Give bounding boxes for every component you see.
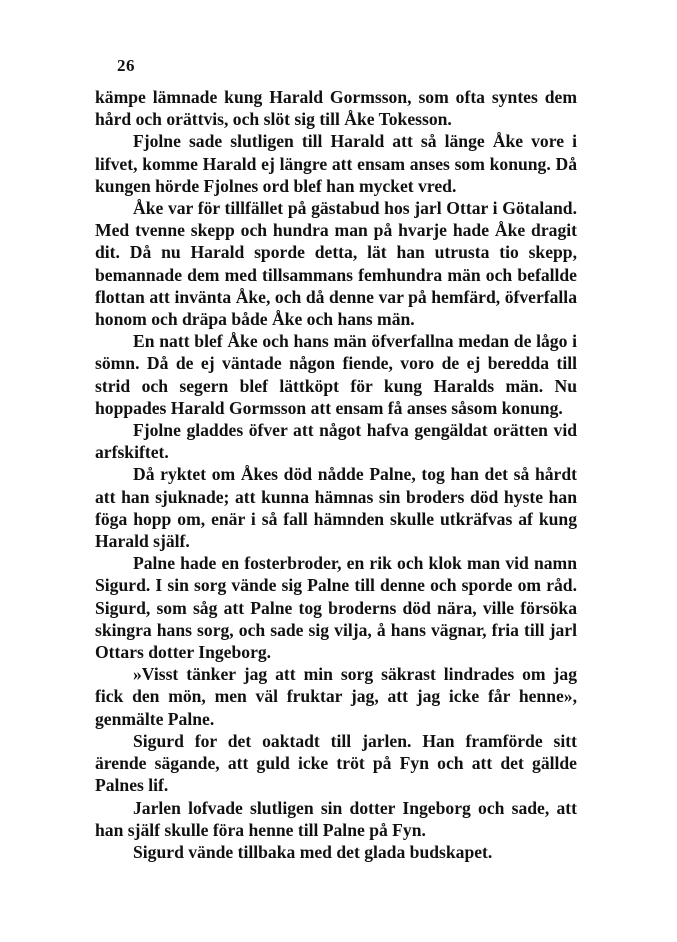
paragraph-9: Sigurd for det oaktadt till jarlen. Han framförde sitt ärende sägande, att guld icke tröt på Fyn och att det gällde Palnes lif. <box>95 730 577 796</box>
paragraph-3: Åke var för tillfället på gästabud hos jarl Ottar i Götaland. Med tvenne skepp och hundra man på hvarje hade Åke dragit dit. Då nu Harald sporde detta, lät han utrusta tio skepp, bemannade dem med tillsammans femhundra män och befallde flottan att invänta Åke, och då denne var på hemfärd, öfverfalla honom och dräpa både Åke och hans män. <box>95 198 577 330</box>
paragraph-10: Jarlen lofvade slutligen sin dotter Ingeborg och sade, att han själf skulle föra henne till Palne på Fyn. <box>95 797 577 840</box>
paragraph-2: Fjolne sade slutligen till Harald att så länge Åke vore i lifvet, komme Harald ej längre att ensam anses som konung. Då kungen hörde Fjolnes ord blef han mycket vred. <box>95 131 577 196</box>
paragraph-8: »Visst tänker jag att min sorg säkrast lindrades om jag fick den mön, men väl fruktar jag, att jag icke får henne», genmälte Palne. <box>95 664 577 729</box>
body-text <box>95 86 577 863</box>
paragraph-5: Fjolne gladdes öfver att något hafva gengäldat orätten vid arfskiftet. <box>95 420 577 463</box>
paragraph-4: En natt blef Åke och hans män öfverfallna medan de lågo i sömn. Då de ej väntade någon fiende, voro de ej beredda till strid och segern blef lättköpt för kung Haralds män. Nu hoppades Harald Gormsson att ensam få anses såsom konung. <box>95 331 577 418</box>
paragraph-11: Sigurd vände tillbaka med det glada budskapet. <box>133 841 493 862</box>
paragraph-1: kämpe lämnade kung Harald Gormsson, som ofta syntes dem hård och orättvis, och slöt sig till Åke Tokesson. <box>95 87 577 130</box>
page-number: 26 <box>117 56 135 75</box>
paragraph-7: Palne hade en fosterbroder, en rik och klok man vid namn Sigurd. I sin sorg vände sig Palne till denne och sporde om råd. Sigurd, som såg att Palne tog broderns död nära, ville försöka skingra hans sorg, och sade sig vilja, å hans vägnar, fria till jarl Ottars dotter Ingeborg. <box>95 553 577 663</box>
paragraph-6: Då ryktet om Åkes död nådde Palne, tog han det så hårdt att han sjuknade; att kunna hämnas sin broders död hyste han föga hopp om, enär i så fall hämnden skulle utkräfvas af kung Harald själf. <box>95 464 577 552</box>
